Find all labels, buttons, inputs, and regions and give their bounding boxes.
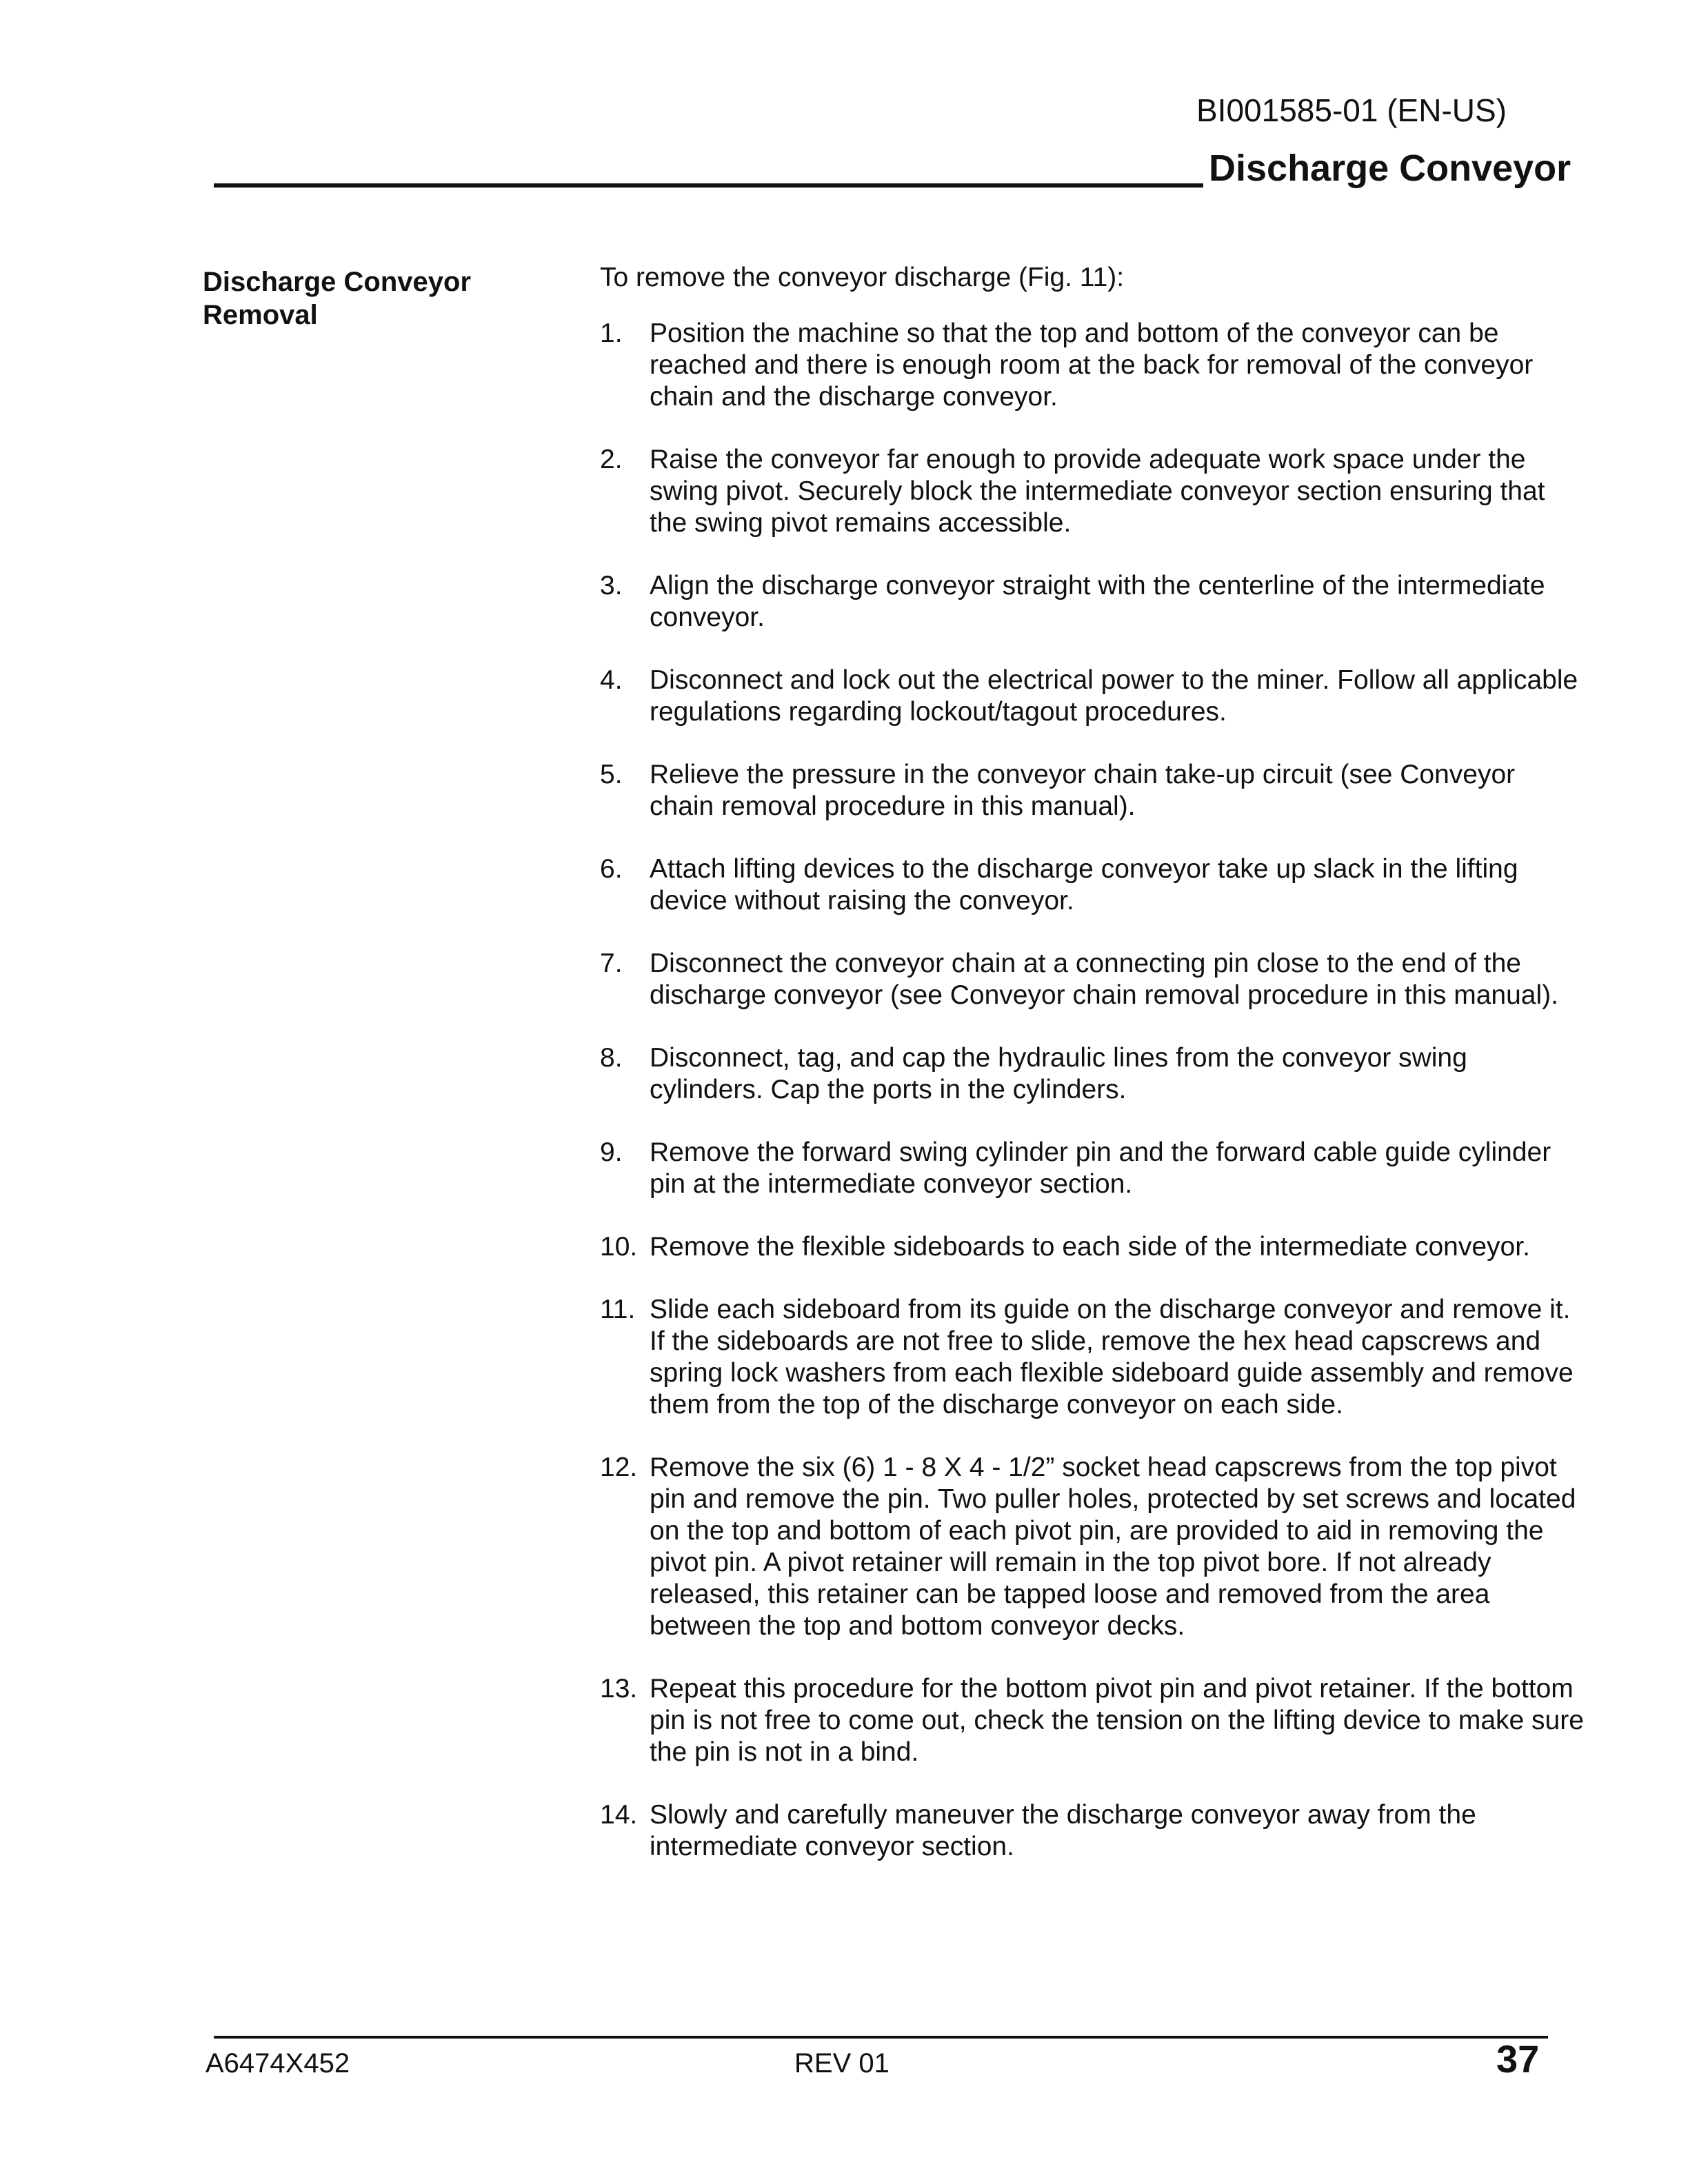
side-heading [203, 265, 547, 332]
header-rule [214, 183, 1203, 188]
step-item [600, 853, 1586, 917]
step-text: Disconnect the conveyor chain at a connecting pin close to the end of the discharge conveyor (see Conveyor chain removal procedure in this manual). [650, 949, 1558, 1010]
footer-rule [214, 2036, 1548, 2039]
step-item [600, 948, 1586, 1011]
document-id: BI001585-01 (EN-US) [1196, 92, 1507, 128]
step-text: Attach lifting devices to the discharge conveyor take up slack in the lifting device without raising the conveyor. [650, 854, 1518, 916]
part-number: A6474X452 [205, 2048, 350, 2079]
page-number: 37 [1496, 2037, 1540, 2081]
step-number: 1. [600, 318, 623, 348]
step-text: Slide each sideboard from its guide on the discharge conveyor and remove it. If the sideboards are not free to slide, remove the hex head capscrews and spring lock washers from each flexible sideboard guide assembly and remove them from the top of the discharge conveyor on each side. [650, 1295, 1574, 1419]
step-text: Remove the forward swing cylinder pin and the forward cable guide cylinder pin at the intermediate conveyor section. [650, 1138, 1551, 1199]
step-item [600, 1294, 1586, 1421]
step-item [600, 1799, 1586, 1863]
step-number: 13. [600, 1674, 638, 1703]
step-text: Remove the flexible sideboards to each side of the intermediate conveyor. [650, 1232, 1530, 1262]
step-number: 7. [600, 949, 623, 978]
step-number: 8. [600, 1043, 623, 1073]
step-number: 14. [600, 1800, 638, 1830]
step-item [600, 1042, 1586, 1106]
step-text: Align the discharge conveyor straight with the centerline of the intermediate conveyor. [650, 571, 1545, 632]
step-number: 9. [600, 1138, 623, 1167]
steps-list [600, 318, 1586, 1863]
step-number: 11. [600, 1295, 636, 1324]
step-item [600, 1673, 1586, 1768]
step-text: Disconnect, tag, and cap the hydraulic lines from the conveyor swing cylinders. Cap the ports in the cylinders. [650, 1043, 1467, 1104]
procedure-body [600, 262, 1586, 1894]
step-number: 6. [600, 854, 623, 884]
step-item [600, 1231, 1586, 1263]
step-text: Relieve the pressure in the conveyor chain take-up circuit (see Conveyor chain removal procedure in this manual). [650, 760, 1516, 821]
side-heading-line2: Removal [203, 300, 318, 330]
step-number: 3. [600, 571, 623, 600]
step-number: 5. [600, 760, 623, 789]
side-heading-line1: Discharge Conveyor [203, 267, 472, 297]
step-item [600, 318, 1586, 413]
step-number: 10. [600, 1232, 638, 1262]
section-title: Discharge Conveyor [1209, 148, 1571, 189]
step-text: Position the machine so that the top and bottom of the conveyor can be reached and there is enough room at the back for removal of the conveyor chain and the discharge conveyor. [650, 318, 1534, 412]
step-text: Disconnect and lock out the electrical power to the miner. Follow all applicable regulations regarding lockout/tagout procedures. [650, 665, 1578, 727]
step-text: Raise the conveyor far enough to provide adequate work space under the swing pivot. Securely block the intermediate conveyor section ensuring that the swing pivot remains accessible. [650, 445, 1545, 538]
step-item [600, 665, 1586, 728]
procedure-intro: To remove the conveyor discharge (Fig. 11): [600, 263, 1125, 292]
step-item [600, 570, 1586, 634]
step-number: 2. [600, 445, 623, 474]
revision-label: REV 01 [794, 2048, 890, 2079]
step-number: 4. [600, 665, 623, 695]
step-item [600, 759, 1586, 822]
step-text: Slowly and carefully maneuver the discharge conveyor away from the intermediate conveyor section. [650, 1800, 1476, 1861]
step-text: Repeat this procedure for the bottom pivot pin and pivot retainer. If the bottom pin is not free to come out, check the tension on the lifting device to make sure the pin is not in a bind. [650, 1674, 1584, 1767]
step-text: Remove the six (6) 1 - 8 X 4 - 1/2” socket head capscrews from the top pivot pin and remove the pin. Two puller holes, protected by set screws and located on the top and bottom of each pivot pin, are provided to aid in removing the pivot pin. A pivot retainer will remain in the top pivot bore. If not already released, this retainer can be tapped loose and removed from the area between the top and bottom conveyor decks. [650, 1453, 1576, 1641]
step-item [600, 1137, 1586, 1200]
step-item [600, 1452, 1586, 1642]
step-item [600, 444, 1586, 539]
step-number: 12. [600, 1453, 638, 1482]
